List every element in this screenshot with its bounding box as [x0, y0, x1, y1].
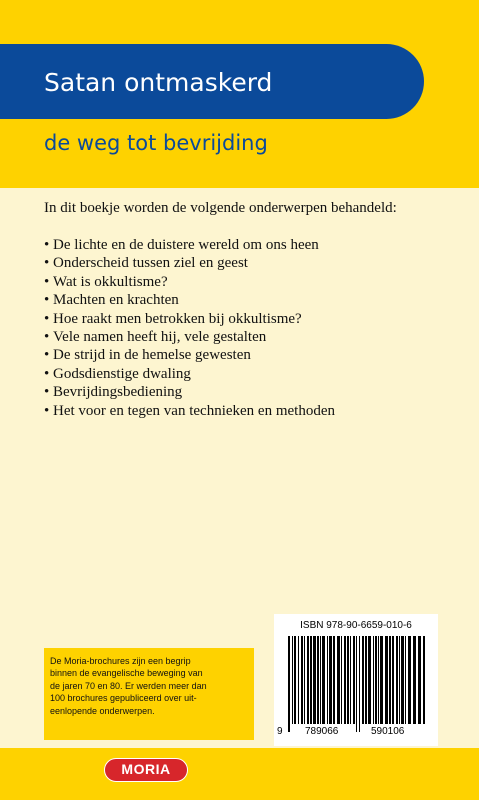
- barcode-bar: [365, 636, 367, 724]
- barcode-bar: [413, 636, 416, 724]
- barcode-bar: [350, 636, 351, 724]
- barcode-bar: [368, 636, 371, 724]
- book-subtitle: de weg tot bevrijding: [44, 131, 268, 155]
- list-item: • Machten en krachten: [44, 291, 335, 309]
- barcode-digit: 9: [277, 726, 283, 737]
- barcode-bar: [344, 636, 346, 724]
- barcode-bar: [313, 636, 316, 724]
- barcode-bar: [347, 636, 349, 724]
- barcode-bar: [294, 636, 296, 724]
- list-item: • Onderscheid tussen ziel en geest: [44, 254, 335, 272]
- list-item: • De lichte en de duistere wereld om ons heen: [44, 236, 335, 254]
- barcode-bar: [389, 636, 391, 724]
- list-item: • Hoe raakt men betrokken bij okkultisme?: [44, 310, 335, 328]
- list-item: • Het voor en tegen van technieken en methoden: [44, 402, 335, 420]
- barcode-bar: [418, 636, 421, 724]
- publisher-logo: MORIA: [104, 758, 188, 782]
- barcode-bar: [292, 636, 293, 724]
- barcode-bar: [375, 636, 377, 724]
- barcode-bar: [405, 636, 406, 724]
- barcode-bar: [378, 636, 379, 724]
- barcode-bar: [288, 636, 290, 732]
- barcode-bar: [329, 636, 332, 724]
- book-title: Satan ontmaskerd: [44, 68, 273, 97]
- barcode-bar: [392, 636, 394, 724]
- barcode-bar: [396, 636, 398, 724]
- barcode-bar: [373, 636, 374, 724]
- footer-background: [0, 748, 479, 800]
- barcode-bar: [399, 636, 400, 724]
- list-item: • Wat is okkultisme?: [44, 273, 335, 291]
- info-line: De Moria-brochures zijn een begrip: [50, 656, 191, 666]
- barcode-bar: [304, 636, 305, 724]
- barcode-digit: 789066: [305, 726, 339, 737]
- barcode-bar: [401, 636, 404, 724]
- barcode-bar: [423, 636, 425, 724]
- barcode-bar: [298, 636, 299, 724]
- info-line: binnen de evangelische beweging van: [50, 668, 203, 679]
- barcode-bar: [310, 636, 312, 724]
- intro-text: In dit boekje worden de volgende onderwerpen behandeld:: [44, 200, 397, 216]
- isbn-number: ISBN 978-90-6659-010-6: [300, 620, 412, 631]
- barcode-bar: [320, 636, 321, 724]
- barcode-panel: [274, 614, 438, 746]
- barcode-bar: [317, 636, 319, 724]
- list-item: • Bevrijdingsbediening: [44, 383, 335, 401]
- barcode-bar: [337, 636, 340, 724]
- barcode-bar: [307, 636, 309, 724]
- barcode-bar: [322, 636, 325, 724]
- barcode-icon: [278, 636, 434, 732]
- barcode-bar: [333, 636, 335, 724]
- barcode-bar: [353, 636, 355, 724]
- topic-list: [44, 236, 335, 420]
- barcode-bar: [356, 636, 357, 732]
- list-item: • Godsdienstige dwaling: [44, 365, 335, 383]
- barcode-digit: 590106: [371, 726, 405, 737]
- barcode-bar: [385, 636, 388, 724]
- barcode-bar: [341, 636, 342, 724]
- list-item: • De strijd in de hemelse gewesten: [44, 346, 335, 364]
- list-item: • Vele namen heeft hij, vele gestalten: [44, 328, 335, 346]
- series-info-box: [44, 648, 254, 740]
- barcode-bar: [362, 636, 364, 724]
- info-line: de jaren 70 en 80. Er werden meer dan: [50, 680, 207, 691]
- barcode-bar: [359, 636, 360, 732]
- barcode-bar: [301, 636, 303, 724]
- barcode-bar: [327, 636, 328, 724]
- barcode-bar: [380, 636, 383, 724]
- info-line: 100 brochures gepubliceerd over uit-: [50, 693, 197, 704]
- barcode-bar: [408, 636, 411, 724]
- info-line: eenlopende onderwerpen.: [50, 705, 155, 716]
